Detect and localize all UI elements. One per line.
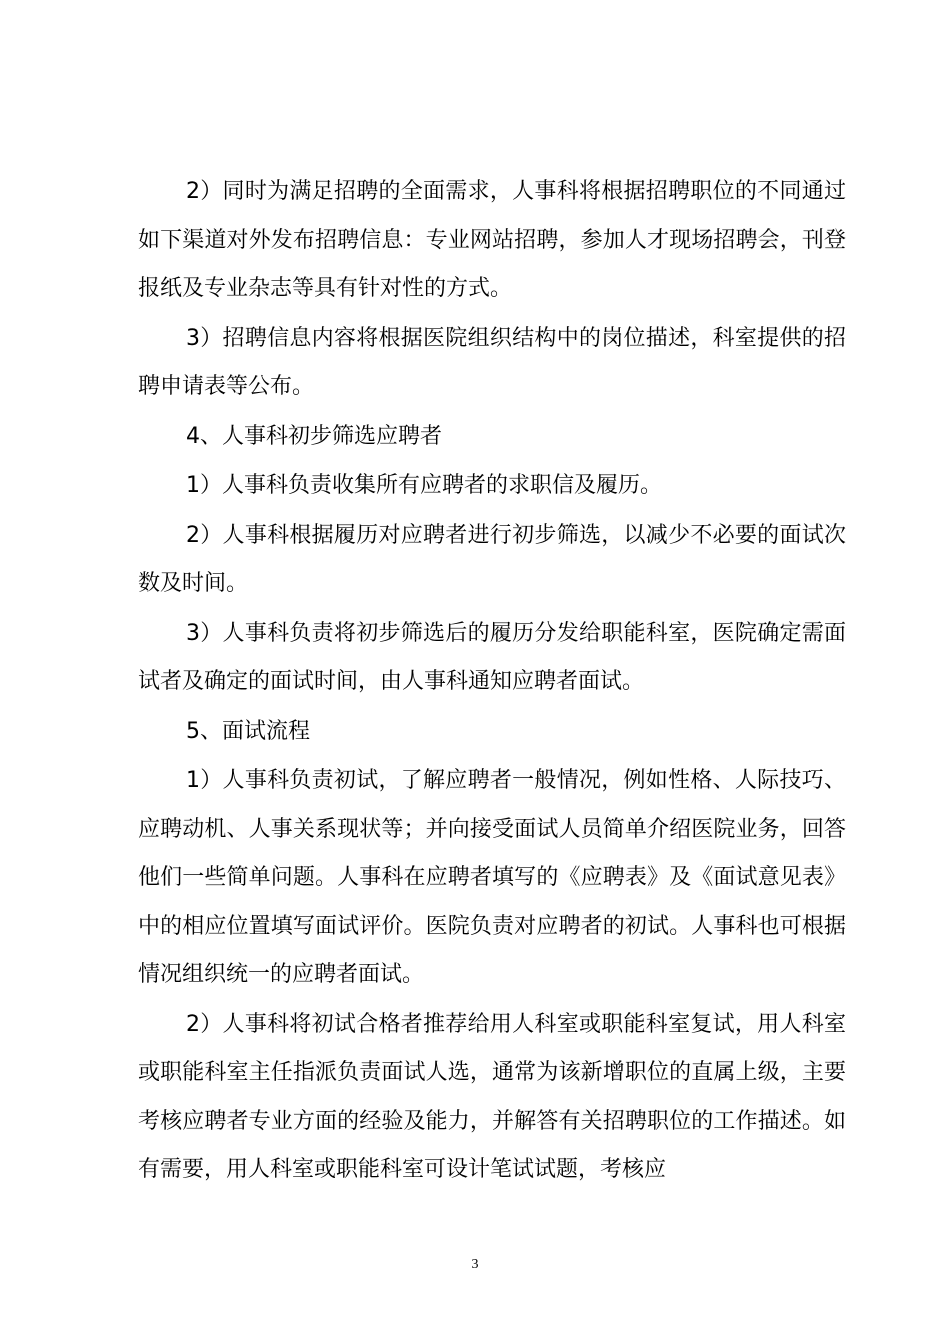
page-number: 3 [471, 1257, 479, 1272]
paragraph-second-interview: 2）人事科将初试合格者推荐给用人科室或职能科室复试，用人科室或职能科室主任指派负责面试人选，通常为该新增职位的直属上级，主要考核应聘者专业方面的经验及能力，并解答有关招聘职位的工作描述。如有需要，用人科室或职能科室可设计笔试试题，考核应 [138, 1011, 846, 1182]
paragraph-recruitment-channels: 2）同时为满足招聘的全面需求，人事科将根据招聘职位的不同通过如下渠道对外发布招聘信息：专业网站招聘，参加人才现场招聘会，刊登报纸及专业杂志等具有针对性的方式。 [138, 179, 846, 301]
paragraph-distribute-resumes: 3）人事科负责将初步筛选后的履历分发给职能科室，医院确定需面试者及确定的面试时间，由人事科通知应聘者面试。 [138, 620, 846, 694]
paragraph-screen-resumes: 2）人事科根据履历对应聘者进行初步筛选，以减少不必要的面试次数及时间。 [138, 522, 846, 596]
paragraph-collect-resumes: 1）人事科负责收集所有应聘者的求职信及履历。 [186, 473, 662, 498]
section-heading-interview-process: 5、面试流程 [186, 718, 310, 744]
paragraph-recruitment-info-content: 3）招聘信息内容将根据医院组织结构中的岗位描述，科室提供的招聘申请表等公布。 [138, 325, 846, 399]
paragraph-initial-interview: 1）人事科负责初试，了解应聘者一般情况，例如性格、人际技巧、应聘动机、人事关系现状等；并向接受面试人员简单介绍医院业务，回答他们一些简单问题。人事科在应聘者填写的《应聘表》及《面试意见表》中的相应位置填写面试评价。医院负责对应聘者的初试。人事科也可根据情况组织统一的应聘者面试。 [138, 768, 846, 987]
document-body [138, 168, 846, 1196]
section-heading-initial-screening: 4、人事科初步筛选应聘者 [186, 423, 442, 449]
